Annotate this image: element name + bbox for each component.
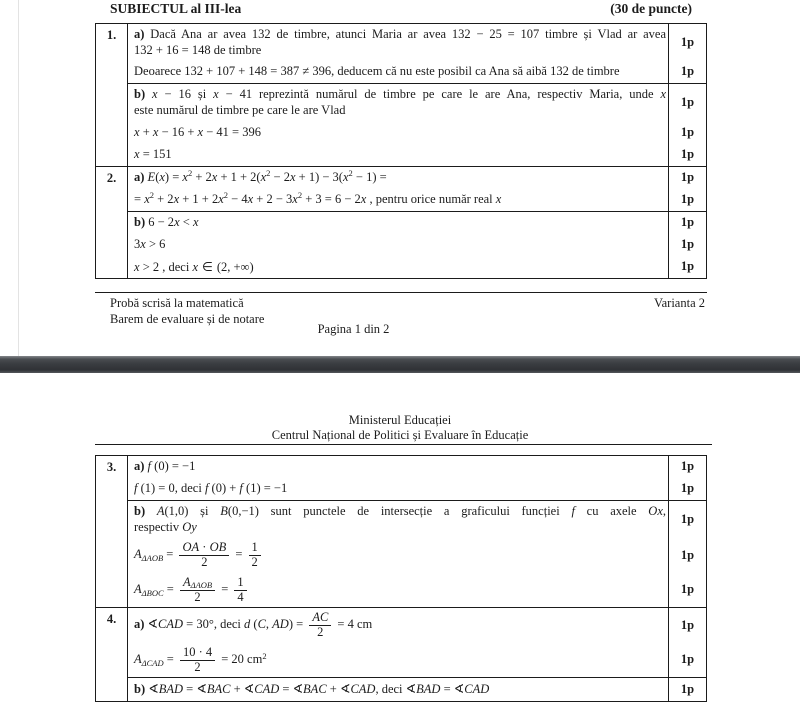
text-line <box>134 504 666 520</box>
text-line <box>134 192 666 208</box>
points-cell: 1p <box>668 501 706 538</box>
math-variable: BAD <box>416 682 441 697</box>
text-run: 4 <box>237 589 244 604</box>
math-variable: x <box>174 214 180 229</box>
score-line <box>128 24 706 61</box>
score-line-content <box>128 643 668 678</box>
superscript: 2 <box>266 168 271 179</box>
text-line <box>134 170 666 186</box>
problem-section <box>128 456 706 500</box>
points-cell: 1p <box>668 144 706 166</box>
score-line <box>128 643 706 678</box>
text-run: , <box>662 504 666 518</box>
math-variable: x <box>192 214 199 229</box>
points-cell: 1p <box>668 538 706 573</box>
math-variable: OA <box>182 540 200 555</box>
score-line-content <box>128 478 668 500</box>
score-line <box>128 234 706 256</box>
math-variable: BAD <box>158 682 184 697</box>
score-line <box>128 84 706 121</box>
math-variable: A <box>134 581 142 596</box>
text-run: ) = <box>164 169 183 184</box>
subscript: ΔAOB <box>141 553 164 564</box>
page-edge-line <box>18 0 19 356</box>
fraction-denominator <box>180 590 215 605</box>
score-line <box>128 501 706 538</box>
text-run: · <box>199 540 210 555</box>
footer-exam-name: Probă scrisă la matematică <box>110 296 244 310</box>
points-cell: 1p <box>668 189 706 211</box>
math-symbol: ∢ <box>148 681 159 697</box>
text-run: = <box>163 651 177 666</box>
subscript: ΔBOC <box>141 587 164 598</box>
points-cell: 1p <box>668 608 706 643</box>
subscript: ΔCAD <box>141 657 164 668</box>
score-line-content <box>128 189 668 211</box>
text-line <box>134 215 666 231</box>
score-line <box>128 212 706 234</box>
points-cell: 1p <box>668 678 706 701</box>
math-variable: f <box>134 481 138 496</box>
problem-sections <box>128 167 706 279</box>
text-run: = 20 cm <box>218 651 263 666</box>
score-line-content <box>128 456 668 478</box>
text-run: − 4 <box>228 191 248 206</box>
text-run: − 41 = 396 <box>203 124 261 139</box>
text-run: , deci <box>375 682 406 697</box>
text-run: = <box>163 581 177 596</box>
math-variable: OB <box>209 540 227 555</box>
math-variable: x <box>360 191 367 206</box>
text-run: − 2 <box>270 169 290 184</box>
fraction <box>180 576 215 605</box>
math-variable: AD <box>272 617 289 632</box>
text-run: (1) = −1 <box>242 481 288 496</box>
math-variable: x <box>247 191 254 206</box>
score-line-content <box>128 61 668 83</box>
score-line <box>128 608 706 643</box>
text-run: (1,0) și <box>164 504 221 518</box>
points-cell: 1p <box>668 456 706 478</box>
text-line <box>134 259 666 276</box>
footer-rule <box>95 292 707 293</box>
problem-section <box>128 24 706 83</box>
text-line <box>134 125 666 141</box>
score-line-content <box>128 678 668 701</box>
text-run: = 4 cm <box>334 617 373 632</box>
text-run: = <box>279 682 293 697</box>
math-variable: f <box>147 459 152 474</box>
problem-sections <box>128 608 706 701</box>
bold-label: a) <box>134 169 145 184</box>
fraction-denominator <box>309 625 331 640</box>
text-run: 132 + 16 = 148 de timbre <box>134 42 262 57</box>
text-run: + 2 − 3 <box>253 191 293 206</box>
text-run: = <box>134 191 145 206</box>
math-variable: x <box>144 191 150 206</box>
problem-section <box>128 677 706 701</box>
text-run: − 16 și <box>157 87 214 102</box>
math-variable: AC <box>312 610 329 625</box>
text-run: 3 <box>134 236 141 251</box>
math-variable: C <box>257 617 266 632</box>
math-symbol: ∢ <box>196 681 207 697</box>
math-symbol: ∢ <box>405 681 417 697</box>
math-variable: Ox <box>648 504 663 518</box>
text-run: + <box>326 682 340 697</box>
bold-label: b) <box>134 504 146 518</box>
footer-document-name: Barem de evaluare și de notare <box>110 312 265 326</box>
text-run: = <box>183 682 197 697</box>
points-cell: 1p <box>668 24 706 61</box>
score-line-content <box>128 212 668 234</box>
fraction-denominator <box>179 555 229 570</box>
text-run: Deoarece 132 + 107 + 148 = 387 ≠ 396, deducem că nu este posibil ca Ana să aibă 132 de timbre <box>134 64 620 79</box>
score-line <box>128 256 706 279</box>
text-run: 2 <box>317 625 324 639</box>
points-cell: 1p <box>668 478 706 500</box>
math-variable: x <box>495 191 502 206</box>
math-variable: A <box>134 547 142 562</box>
text-line <box>134 520 666 536</box>
text-run: = 30°, deci <box>183 617 245 632</box>
math-variable: x <box>134 146 140 161</box>
text-run: 6 − 2 <box>145 214 175 229</box>
problem-section <box>128 211 706 279</box>
score-line <box>128 573 706 608</box>
text-run: 2 <box>194 589 201 604</box>
text-line <box>134 147 666 163</box>
score-line <box>128 538 706 573</box>
points-cell: 1p <box>668 167 706 189</box>
text-run: cu axele <box>574 504 649 518</box>
ministry-header-line2: Centrul Național de Politici și Evaluare în Educație <box>271 428 529 442</box>
math-variable: x <box>134 124 140 139</box>
score-line-content <box>128 234 668 256</box>
text-run: + 1 + 2( <box>217 169 261 184</box>
problem-sections <box>128 456 706 607</box>
text-line <box>134 481 666 497</box>
subject-total-points: (30 de puncte) <box>610 1 692 16</box>
points-cell: 1p <box>668 234 706 256</box>
math-variable: d <box>244 617 251 632</box>
bold-label: a) <box>134 27 145 41</box>
points-cell: 1p <box>668 256 706 279</box>
score-line <box>128 122 706 144</box>
text-line <box>134 43 666 59</box>
grading-table-page1 <box>95 23 707 279</box>
text-run: > 6 <box>145 236 166 251</box>
text-run: + 3 = 6 − 2 <box>302 191 361 206</box>
score-line-content <box>128 24 668 61</box>
math-variable: f <box>239 481 243 496</box>
points-cell: 1p <box>668 643 706 678</box>
math-variable: x <box>192 259 198 274</box>
math-variable: CAD <box>158 617 184 632</box>
problem-row <box>96 607 706 701</box>
math-symbol: ∢ <box>243 681 255 697</box>
problem-number: 4. <box>96 608 128 701</box>
math-variable: x <box>218 191 224 206</box>
text-line <box>134 87 666 103</box>
score-line <box>128 189 706 211</box>
superscript: 2 <box>187 168 193 179</box>
text-line <box>134 27 666 43</box>
points-cell: 1p <box>668 84 706 121</box>
fraction-numerator <box>180 646 215 660</box>
math-variable: CAD <box>464 682 490 697</box>
grading-table-page2 <box>95 455 707 702</box>
superscript: 2 <box>149 190 154 201</box>
points-cell: 1p <box>668 212 706 234</box>
fraction <box>179 541 229 570</box>
text-line <box>134 64 666 80</box>
page-separator <box>0 356 800 373</box>
problem-section <box>128 500 706 607</box>
text-run: (0) = −1 <box>151 459 196 474</box>
text-line <box>134 611 666 640</box>
text-run: + <box>230 682 244 697</box>
text-run: 2 <box>201 555 208 569</box>
math-variable: Oy <box>182 519 197 534</box>
bold-label: b) <box>134 214 146 229</box>
text-line <box>134 646 666 675</box>
score-line <box>128 456 706 478</box>
text-run: (0,−1) sunt punctele de intersecție a graficului funcției <box>227 504 572 518</box>
math-variable: f <box>571 504 575 518</box>
problem-number: 1. <box>96 24 128 166</box>
text-run: + 1 + 2 <box>179 191 219 206</box>
problem-section <box>128 608 706 677</box>
fraction-denominator <box>234 590 246 605</box>
math-variable: x <box>173 191 180 206</box>
superscript: 2 <box>223 190 229 201</box>
text-run: (1) = 0, deci <box>137 481 205 496</box>
score-line-content <box>128 256 668 279</box>
points-cell: 1p <box>668 122 706 144</box>
fraction-denominator <box>249 555 261 570</box>
fraction-numerator <box>180 576 215 590</box>
math-variable: x <box>342 169 349 184</box>
problem-row <box>96 166 706 279</box>
math-variable: x <box>292 191 298 206</box>
problem-row <box>96 456 706 607</box>
fraction-denominator <box>180 660 215 675</box>
text-run: + 2 <box>192 169 212 184</box>
math-variable: x <box>152 87 158 102</box>
text-line <box>134 103 666 119</box>
text-run: (2, +∞) <box>216 259 254 274</box>
fraction-numerator <box>179 541 229 555</box>
text-run: (0) + <box>208 481 240 496</box>
math-variable: A <box>156 504 165 518</box>
text-run: este numărul de timbre pe care le are Vlad <box>134 102 346 117</box>
score-line <box>128 478 706 500</box>
fraction-numerator <box>234 576 246 590</box>
math-variable: f <box>204 481 209 496</box>
text-run: − 41 reprezintă numărul de timbre pe care le are Ana, respectiv Maria, unde <box>218 87 661 102</box>
math-symbol: ∢ <box>453 681 465 697</box>
text-run: + <box>139 124 153 139</box>
math-variable: x <box>213 87 219 102</box>
math-variable: B <box>220 504 228 518</box>
fraction <box>180 646 215 675</box>
text-run: 1 <box>237 574 244 589</box>
text-run: 1 <box>251 540 258 555</box>
score-line-content <box>128 573 668 608</box>
text-line <box>134 576 666 605</box>
ministry-header-line1: Ministerul Educației <box>348 413 452 427</box>
text-run: ( <box>155 169 160 184</box>
text-run: 10 · 4 <box>182 644 213 659</box>
score-line <box>128 167 706 189</box>
text-run: = <box>440 682 454 697</box>
math-symbol: ∢ <box>339 681 351 697</box>
fraction <box>234 576 246 605</box>
problem-number: 3. <box>96 456 128 607</box>
fraction-numerator <box>249 541 261 555</box>
text-line <box>134 541 666 570</box>
math-symbol: ∢ <box>292 681 304 697</box>
superscript: 2 <box>262 650 267 661</box>
bold-label: b) <box>134 682 146 697</box>
text-run: + 1) − 3( <box>295 169 343 184</box>
superscript: 2 <box>348 168 353 179</box>
text-line <box>134 237 666 253</box>
text-run: ( <box>250 617 258 632</box>
text-run: − 16 + <box>158 124 198 139</box>
score-line-content <box>128 84 668 121</box>
points-cell: 1p <box>668 573 706 608</box>
bold-label: b) <box>134 87 146 102</box>
fraction <box>309 611 331 640</box>
text-run: = <box>163 547 177 562</box>
text-run: = <box>232 547 246 562</box>
math-variable: A <box>182 574 191 589</box>
text-run: , <box>265 617 273 632</box>
math-variable: x <box>260 169 267 184</box>
footer-page-number: Pagina 1 din 2 <box>317 322 390 336</box>
text-run <box>145 87 152 101</box>
score-line-content <box>128 538 668 573</box>
score-line-content <box>128 122 668 144</box>
text-line <box>134 459 666 475</box>
math-variable: x <box>159 169 165 184</box>
text-run: − 1) = <box>352 169 387 184</box>
math-variable: BAC <box>206 682 231 697</box>
subscript: ΔAOB <box>190 580 213 591</box>
math-variable: A <box>134 651 142 666</box>
math-variable: x <box>197 124 204 139</box>
text-run: , pentru orice număr real <box>366 191 496 206</box>
math-variable: x <box>660 87 667 102</box>
points-cell: 1p <box>668 61 706 83</box>
score-line-content <box>128 608 668 643</box>
problem-section <box>128 83 706 165</box>
math-variable: x <box>152 124 159 139</box>
problem-section <box>128 167 706 211</box>
text-run: = <box>218 581 232 596</box>
math-variable: BAC <box>303 682 327 697</box>
text-line <box>134 681 666 698</box>
problem-number: 2. <box>96 167 128 279</box>
math-variable: CAD <box>350 682 376 697</box>
footer-variant: Varianta 2 <box>653 296 705 310</box>
fraction-numerator <box>309 611 331 625</box>
bold-label: a) <box>134 459 145 474</box>
math-variable: x <box>140 236 146 251</box>
text-run: 2 <box>251 555 258 569</box>
text-run: ) = <box>288 617 307 632</box>
fraction <box>249 541 261 570</box>
math-variable: E <box>147 169 156 184</box>
math-variable: x <box>182 169 188 184</box>
score-line <box>128 678 706 701</box>
math-variable: x <box>134 259 140 274</box>
math-variable: x <box>211 169 218 184</box>
problem-sections <box>128 24 706 166</box>
bold-label: a) <box>134 617 145 632</box>
superscript: 2 <box>297 190 303 201</box>
text-run: = 151 <box>139 146 172 161</box>
text-run: > 2 , deci <box>139 259 193 274</box>
text-run: + 2 <box>154 191 174 206</box>
text-run: respectiv <box>134 519 183 534</box>
ministry-header-rule <box>95 444 712 445</box>
subject-title: SUBIECTUL al III-lea <box>110 1 242 16</box>
math-symbol: ∈ <box>198 258 217 274</box>
text-run: < <box>179 214 193 229</box>
score-line-content <box>128 167 668 189</box>
score-line-content <box>128 501 668 538</box>
math-variable: x <box>289 169 296 184</box>
text-run: 2 <box>194 659 201 674</box>
text-run <box>145 504 157 518</box>
text-run: Dacă Ana ar avea 132 de timbre, atunci Maria ar avea 132 − 25 = 107 timbre și Vlad ar avea <box>144 27 666 41</box>
score-line <box>128 144 706 166</box>
math-symbol: ∢ <box>147 616 159 632</box>
score-line <box>128 61 706 83</box>
score-line-content <box>128 144 668 166</box>
problem-row <box>96 24 706 166</box>
math-variable: CAD <box>254 682 280 697</box>
